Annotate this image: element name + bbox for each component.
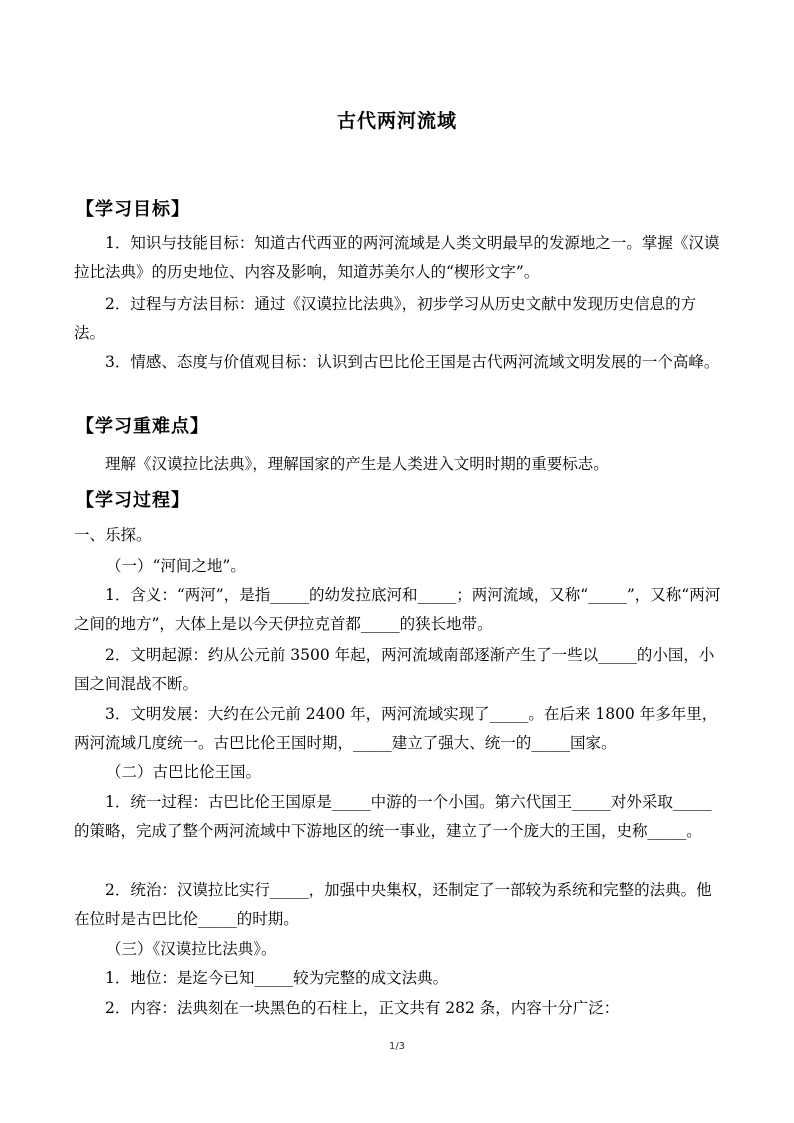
subsection-1-title: （一）“河间之地”。	[106, 557, 246, 575]
subsection-2-title: （二）古巴比伦王国。	[106, 763, 262, 781]
objective-item-1: 1．知识与技能目标：知道古代西亚的两河流域是人类文明最早的发源地之一。掌握《汉谟拉比法典》的历史地位、内容及影响，知道苏美尔人的“楔形文字”。	[74, 234, 720, 281]
subsection-1-item-1: 1．含义：“两河”，是指_____的幼发拉底河和_____；两河流域，又称“_____”，又称“两河之间的地方”，大体上是以今天伊拉克首都_____的狭长地带。	[74, 586, 721, 633]
objectives-heading: 【学习目标】	[76, 199, 190, 220]
subsection-2-item-1: 1．统一过程：古巴比伦王国原是_____中游的一个小国。第六代国王_____对外采取_____的策略，完成了整个两河流域中下游地区的统一事业，建立了一个庞大的王国，史称_____。	[74, 793, 712, 840]
subsection-3-item-1: 1．地位：是迄今已知_____较为完整的成文法典。	[105, 969, 449, 987]
subsection-2-item-2: 2．统治：汉谟拉比实行_____，加强中央集权，还制定了一部较为系统和完整的法典。他在位时是古巴比伦_____的时期。	[74, 881, 712, 928]
objective-item-3: 3．情感、态度与价值观目标：认识到古巴比伦王国是古代两河流域文明发展的一个高峰。	[105, 353, 720, 371]
section-1-title: 一、乐探。	[74, 526, 152, 544]
page-number: 1/3	[388, 1041, 406, 1052]
document-title: 古代两河流域	[336, 110, 457, 132]
key-points-heading: 【学习重难点】	[76, 416, 209, 437]
subsection-3-item-2: 2．内容：法典刻在一块黑色的石柱上，正文共有 282 条，内容十分广泛：	[105, 999, 620, 1017]
objective-item-2: 2．过程与方法目标：通过《汉谟拉比法典》，初步学习从历史文献中发现历史信息的方法。	[74, 295, 697, 342]
key-points-text: 理解《汉谟拉比法典》，理解国家的产生是人类进入文明时期的重要标志。	[105, 455, 609, 473]
process-heading: 【学习过程】	[76, 490, 190, 511]
subsection-1-item-2: 2．文明起源：约从公元前 3500 年起，两河流域南部逐渐产生了一些以_____的小国，小国之间混战不断。	[74, 646, 715, 693]
subsection-3-title: （三）《汉谟拉比法典》。	[106, 940, 277, 958]
subsection-1-item-3: 3．文明发展：大约在公元前 2400 年，两河流域实现了_____。在后来 1800 年多年里，两河流域几度统一。古巴比伦王国时期，_____建立了强大、统一的_____国家。	[74, 705, 718, 752]
